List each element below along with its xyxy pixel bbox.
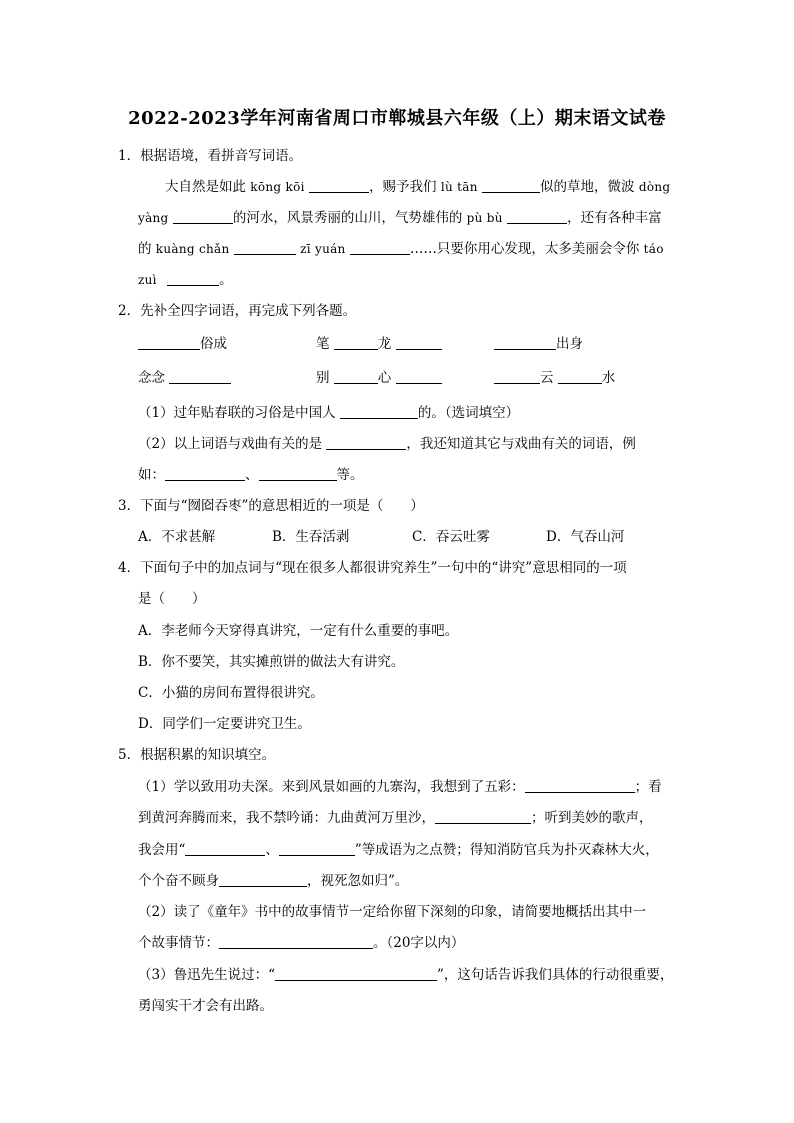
q5-s1l3-text-b: 、 — [265, 842, 279, 858]
q5-s1-blank-5[interactable] — [219, 872, 307, 887]
q1-blank-4[interactable] — [507, 209, 567, 224]
q2-word-3-text: 出身 — [556, 336, 583, 352]
q2-word-4 — [138, 368, 231, 388]
q2-sub2-blank[interactable] — [326, 435, 406, 450]
q5-stem: 5．根据积累的知识填空。 — [118, 747, 276, 763]
q2-sub1 — [138, 403, 519, 423]
q2-sub2b-blank-1[interactable] — [165, 466, 245, 481]
q2-sub2-text-a: （2）以上词语与戏曲有关的是 — [138, 436, 323, 452]
q1-l1-text-c: 似的草地，微波 — [540, 179, 635, 195]
q5-s3-line1 — [138, 965, 673, 985]
q1-l2-text-b: ，还有各种丰富 — [567, 210, 662, 226]
q1-blank-6[interactable] — [350, 240, 410, 255]
q2-sub2b-text-c: 等。 — [336, 467, 364, 483]
q2-word-5-b: 心 — [377, 370, 392, 386]
q2-sub2b — [138, 465, 364, 485]
q5-s2-blank[interactable] — [219, 934, 373, 949]
q1-pinyin-3b: yàng — [138, 211, 169, 225]
q1-pinyin-7b: zuì — [138, 273, 157, 287]
q2-word-5-a: 别 — [316, 370, 330, 386]
q2-sub1-text-b: 的。（选词填空） — [417, 405, 520, 421]
q1-line3 — [138, 239, 664, 259]
q5-s1l2-text-b: ；听到美妙的歌声， — [531, 810, 653, 826]
q1-l3-text-b: ……只要你用心发现，太多美丽会令你 — [409, 241, 640, 257]
q1-pinyin-2: lù tān — [440, 180, 478, 194]
q2-sub1-blank[interactable] — [340, 404, 418, 419]
q2-word-6-b: 水 — [601, 370, 616, 386]
q2-stem: 2．先补全四字词语，再完成下列各题。 — [118, 303, 357, 319]
q1-pinyin-1: kōng kōi — [250, 180, 305, 194]
q2-blank-5[interactable] — [169, 369, 231, 384]
q5-s1-blank-2[interactable] — [435, 809, 531, 824]
q2-sub1-text-a: （1）过年贴春联的习俗是中国人 — [138, 405, 336, 421]
q1-blank-7[interactable] — [167, 271, 219, 286]
q2-sub2b-text-b: 、 — [245, 467, 259, 483]
q1-line1 — [165, 177, 670, 197]
q5-s1-blank-4[interactable] — [279, 841, 355, 856]
q1-l1-text-b: ，赐予我们 — [369, 179, 437, 195]
q5-s3l1-text-b: ”，这句话告诉我们具体的行动很重要， — [437, 967, 674, 983]
q4-option-a[interactable]: A．李老师今天穿得真讲究，一定有什么重要的事吧。 — [138, 623, 459, 639]
q5-s3l1-text-a: （3）鲁迅先生说过：“ — [138, 967, 275, 983]
q3-option-b[interactable]: B．生吞活剥 — [272, 529, 350, 545]
q4-option-b[interactable]: B．你不要笑，其实摊煎饼的做法大有讲究。 — [138, 654, 405, 670]
q5-s2l2-text-a: 个故事情节： — [138, 935, 219, 951]
q2-word-2-a: 笔 — [316, 336, 330, 352]
q5-s1-line4 — [138, 871, 408, 891]
q1-pinyin-3: dòng — [638, 180, 671, 194]
q4-option-c[interactable]: C．小猫的房间布置得很讲究。 — [138, 685, 324, 701]
q5-s1l3-text-c: ”等成语为之点赞；得知消防官兵为扑灭森林大火， — [354, 842, 659, 858]
q2-sub2b-text-a: 如： — [138, 467, 165, 483]
q3-stem: 3．下面与“囫囵吞枣”的意思相近的一项是（ ） — [118, 498, 424, 514]
q5-s1-line3 — [138, 840, 659, 860]
q1-line2 — [138, 208, 662, 228]
q5-s1-blank-1[interactable] — [525, 778, 635, 793]
q2-word-1 — [138, 334, 227, 354]
page-title: 2022-2023学年河南省周口市郸城县六年级（上）期末语文试卷 — [128, 108, 666, 129]
q4-stem-cont: 是（ ） — [138, 591, 206, 607]
q2-sub2-text-b: ，我还知道其它与戏曲有关的词语，例 — [406, 436, 636, 452]
q2-word-1-text: 俗成 — [200, 336, 227, 352]
q5-s2-line1: （2）读了《童年》书中的故事情节一定给你留下深刻的印象，请简要地概括出其中一 — [138, 904, 647, 920]
q2-blank-8[interactable] — [494, 369, 540, 384]
q1-l4-text-a: 。 — [219, 272, 233, 288]
q2-sub2 — [138, 434, 636, 454]
q1-l3-text-a: 的 — [138, 241, 152, 257]
q3-option-a[interactable]: A．不求甚解 — [138, 529, 216, 545]
q1-l2-text-a: 的河水，风景秀丽的山川，气势雄伟的 — [232, 210, 463, 226]
q5-s1l1-text-a: （1）学以致用功夫深。来到风景如画的九寨沟，我想到了五彩： — [138, 779, 525, 795]
q2-word-3 — [494, 334, 583, 354]
q2-sub2b-blank-2[interactable] — [259, 466, 337, 481]
q1-pinyin-5: kuàng chǎn — [155, 242, 230, 256]
q5-s1-blank-3[interactable] — [185, 841, 265, 856]
q2-word-6-a: 云 — [540, 370, 554, 386]
q1-pinyin-6: zī yuán — [300, 242, 346, 256]
q2-blank-4[interactable] — [494, 335, 556, 350]
q2-word-2-b: 龙 — [377, 336, 392, 352]
q5-s1l4-text-b: ，视死忽如归”。 — [307, 873, 409, 889]
q5-s3-line2: 勇闯实干才会有出路。 — [138, 998, 273, 1014]
q5-s2l2-text-b: 。（20字以内） — [373, 935, 465, 951]
q5-s1l3-text-a: 我会用“ — [138, 842, 186, 858]
q2-blank-1[interactable] — [138, 335, 200, 350]
q5-s1l1-text-b: ；看 — [634, 779, 662, 795]
q5-s1-line1 — [138, 777, 662, 797]
q3-option-d[interactable]: D．气吞山河 — [546, 529, 625, 545]
q1-l1-text-a: 大自然是如此 — [165, 179, 246, 195]
q2-word-6 — [494, 368, 615, 388]
q1-pinyin-7: táo — [643, 242, 664, 256]
q1-line4 — [138, 270, 233, 290]
q2-blank-3[interactable] — [396, 335, 442, 350]
q2-blank-2[interactable] — [334, 335, 378, 350]
q2-blank-7[interactable] — [396, 369, 442, 384]
q5-s3-blank[interactable] — [275, 966, 437, 981]
q4-option-d[interactable]: D．同学们一定要讲究卫生。 — [138, 716, 311, 732]
q2-blank-9[interactable] — [558, 369, 602, 384]
q5-s1l2-text-a: 到黄河奔腾而来，我不禁吟诵：九曲黄河万里沙， — [138, 810, 435, 826]
q5-s2-line2 — [138, 933, 464, 953]
q1-blank-5[interactable] — [234, 240, 296, 255]
q1-stem: 1．根据语境，看拼音写词语。 — [118, 148, 303, 164]
q1-blank-3[interactable] — [173, 209, 233, 224]
q4-stem: 4．下面句子中的加点词与“现在很多人都很讲究养生”一句中的“讲究”意思相同的一项 — [118, 560, 627, 576]
q1-blank-2[interactable] — [482, 178, 540, 193]
q5-s1-line2 — [138, 808, 653, 828]
q1-pinyin-4: pù bù — [466, 211, 503, 225]
q3-option-c[interactable]: C．吞云吐雾 — [412, 529, 490, 545]
q5-s1l4-text-a: 个个奋不顾身 — [138, 873, 219, 889]
q1-blank-1[interactable] — [309, 178, 369, 193]
q2-word-4-text: 念念 — [138, 370, 165, 386]
q2-blank-6[interactable] — [334, 369, 378, 384]
q2-word-2 — [316, 334, 442, 354]
q2-word-5 — [316, 368, 442, 388]
